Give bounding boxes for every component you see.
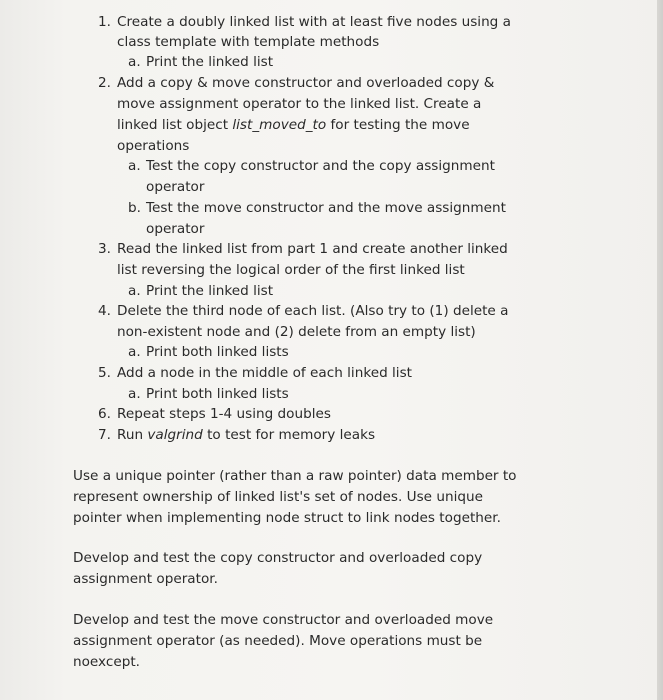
item-text: Add a copy & move constructor and overloaded copy &: [117, 75, 495, 91]
subitem-text: Print both linked lists: [146, 344, 289, 360]
item-number: 7.: [98, 427, 111, 443]
item-number: 4.: [98, 303, 111, 319]
item-text: Create a doubly linked list with at least five nodes using a: [117, 14, 511, 30]
item-number: 1.: [98, 14, 111, 30]
item-text: class template with template methods: [117, 34, 380, 50]
paragraph-line: Develop and test the move constructor and overloaded move: [73, 612, 494, 628]
text-run: linked list object: [117, 117, 233, 133]
paragraph-line: pointer when implementing node struct to link nodes together.: [73, 510, 501, 526]
text-run: Run: [117, 427, 148, 443]
subitem-letter: b.: [128, 200, 141, 216]
subitem-text: Print the linked list: [146, 283, 274, 299]
item-number: 6.: [98, 406, 111, 422]
item-text: Delete the third node of each list. (Also try to (1) delete a: [117, 303, 509, 319]
subitem-text: Print the linked list: [146, 54, 274, 70]
emphasized-identifier: list_moved_to: [232, 117, 327, 133]
text-run: to test for memory leaks: [202, 427, 376, 443]
subitem-letter: a.: [128, 283, 141, 299]
subitem-letter: a.: [128, 386, 141, 402]
item-text: list reversing the logical order of the first linked list: [117, 262, 465, 278]
item-text: Read the linked list from part 1 and create another linked: [117, 241, 508, 257]
item-number: 2.: [98, 75, 111, 91]
item-number: 5.: [98, 365, 111, 381]
subitem-text: Test the copy constructor and the copy assignment: [146, 158, 495, 174]
subitem-text: operator: [146, 221, 205, 237]
item-text: operations: [117, 138, 190, 154]
item-text: Add a node in the middle of each linked list: [117, 365, 412, 381]
subitem-letter: a.: [128, 158, 141, 174]
item-text: Repeat steps 1-4 using doubles: [117, 406, 331, 422]
subitem-letter: a.: [128, 344, 141, 360]
paragraph-line: noexcept.: [73, 654, 140, 670]
emphasized-identifier: valgrind: [147, 427, 203, 443]
paragraph-line: assignment operator.: [73, 571, 218, 587]
subitem-text: operator: [146, 179, 205, 195]
subitem-text: Print both linked lists: [146, 386, 289, 402]
subitem-letter: a.: [128, 54, 141, 70]
text-run: for testing the move: [326, 117, 470, 133]
item-text: [117, 425, 375, 445]
subitem-text: Test the move constructor and the move assignment: [146, 200, 506, 216]
item-text: move assignment operator to the linked list. Create a: [117, 96, 482, 112]
page-edge: [657, 0, 663, 700]
item-number: 3.: [98, 241, 111, 257]
paragraph-line: represent ownership of linked list's set of nodes. Use unique: [73, 489, 483, 505]
paragraph-line: assignment operator (as needed). Move operations must be: [73, 633, 483, 649]
paragraph-line: Use a unique pointer (rather than a raw pointer) data member to: [73, 468, 517, 484]
item-text: [117, 115, 470, 135]
paragraph-line: Develop and test the copy constructor and overloaded copy: [73, 550, 483, 566]
item-text: non-existent node and (2) delete from an empty list): [117, 324, 476, 340]
